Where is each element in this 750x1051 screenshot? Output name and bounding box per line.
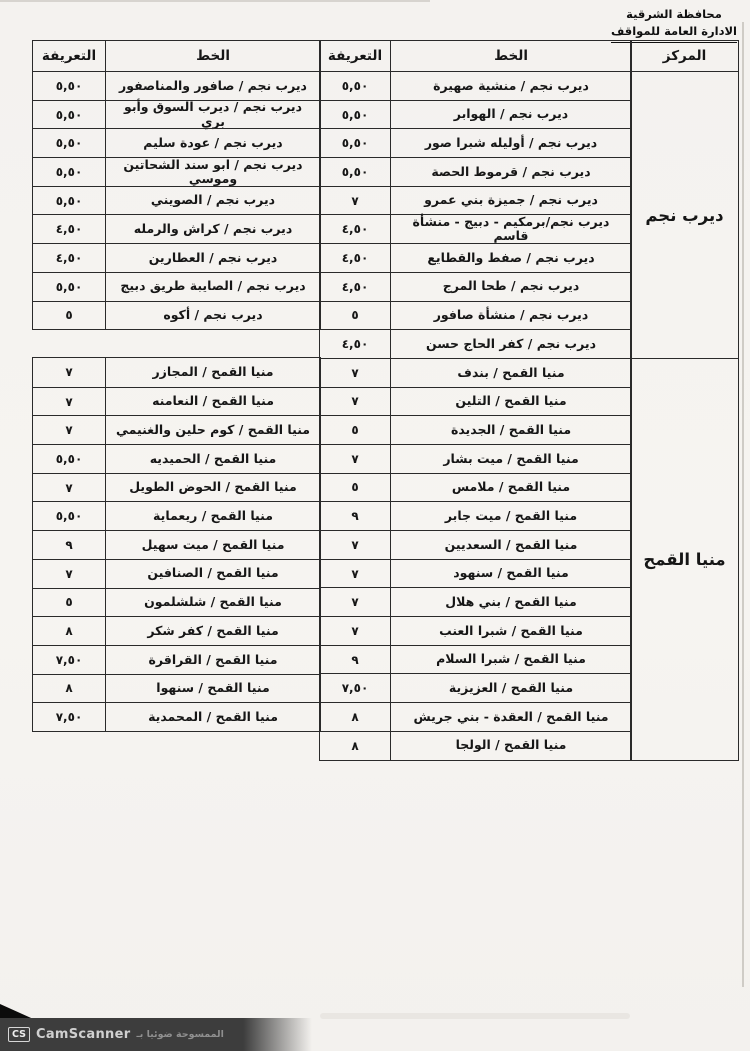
line-cell: ديرب نجم / كراش والرمله xyxy=(105,214,320,243)
tariff-cell: ٥,٥٠ xyxy=(33,501,105,530)
center-column-header: المركز xyxy=(662,48,707,64)
line-cell: منيا القمح / العزيزية xyxy=(390,673,631,702)
tariff-cell: ٧ xyxy=(65,365,73,380)
line-cell: ديرب نجم / صفط والقطايع xyxy=(390,243,631,272)
tariff-cell: ٨ xyxy=(33,616,105,645)
tariff-cell: ٥,٥٠ xyxy=(33,128,105,157)
tariff-cell: ٧,٥٠ xyxy=(320,673,390,702)
tariff-cell: ٩ xyxy=(320,645,390,674)
tariff-cell: ٤,٥٠ xyxy=(33,214,105,243)
line-cell: منيا القمح / المحمدية xyxy=(105,702,320,731)
line-cell: منيا القمح / شبرا السلام xyxy=(390,645,631,674)
line-cell: منيا القمح / الجديدة xyxy=(390,415,631,444)
tariff-cell: ٧,٥٠ xyxy=(33,645,105,674)
tariff-cell: ٧ xyxy=(320,358,390,387)
tariff-cell: ٥,٥٠ xyxy=(33,100,105,129)
line-cell: منيا القمح / ميت جابر xyxy=(390,501,631,530)
line-cell: منيا القمح / ميت سهيل xyxy=(105,530,320,559)
tariff-cell: ٩ xyxy=(33,530,105,559)
camscanner-logo-icon: CS xyxy=(8,1027,30,1042)
line-cell: ديرب نجم/برمكيم - دبيج - منشأة قاسم xyxy=(390,214,631,243)
line-cell: منيا القمح / ميت بشار xyxy=(390,444,631,473)
line-cell: ديرب نجم / كفر الحاج حسن xyxy=(390,329,631,358)
line-cell: ديرب نجم / أكوه xyxy=(105,301,320,330)
fares-table-right-pair xyxy=(319,40,632,761)
tariff-column-header: التعريفة xyxy=(41,48,97,64)
tariff-cell: ٧ xyxy=(320,559,390,588)
line-column-header: الخط xyxy=(105,41,320,71)
center-cell-section-2: منيا القمح xyxy=(631,358,738,760)
tariff-cell: ٤,٥٠ xyxy=(33,243,105,272)
tariff-cell: ٥,٥٠ xyxy=(33,272,105,301)
tariff-cell: ٧,٥٠ xyxy=(33,702,105,731)
line-cell: ديرب نجم / عودة سليم xyxy=(105,128,320,157)
tariff-cell: ٧ xyxy=(320,186,390,215)
tariff-cell: ٥,٥٠ xyxy=(320,100,390,129)
line-cell: ديرب نجم / صافور والمناصفور xyxy=(105,71,320,100)
line-cell: منيا القمح / شلشلمون xyxy=(105,588,320,617)
tariff-cell: ٥ xyxy=(320,415,390,444)
tariff-cell: ٧ xyxy=(320,587,390,616)
line-cell: ديرب نجم / منشأة صافور xyxy=(390,301,631,330)
document-header xyxy=(611,6,737,43)
tariff-cell: ٧ xyxy=(33,559,105,588)
line-cell: ديرب نجم / أوليله شبرا صور xyxy=(390,128,631,157)
line-cell: منيا القمح / الولجا xyxy=(390,731,631,760)
tariff-cell: ٥,٥٠ xyxy=(320,71,390,100)
tariff-cell: ٤,٥٠ xyxy=(320,272,390,301)
line-cell: منيا القمح / كوم حلين والغنيمي xyxy=(105,415,320,444)
line-cell: منيا القمح / سنهود xyxy=(390,559,631,588)
line-column-header: الخط xyxy=(390,41,631,71)
line-cell: منيا القمح / القراقرة xyxy=(105,645,320,674)
tariff-cell: ٧ xyxy=(33,473,105,502)
tariff-cell: ٥ xyxy=(33,588,105,617)
tariff-cell: ٧ xyxy=(33,387,105,416)
tariff-cell: ٥,٥٠ xyxy=(33,157,105,186)
tariff-cell: ٧ xyxy=(33,415,105,444)
line-cell: ديرب نجم / جميزة بني عمرو xyxy=(390,186,631,215)
center-cell-section-1: ديرب نجم xyxy=(631,71,738,358)
tariff-cell: ٥,٥٠ xyxy=(33,186,105,215)
line-cell: منيا القمح / الصنافين xyxy=(105,559,320,588)
fares-table-left-pair-section-2 xyxy=(32,357,321,732)
tariff-cell: ٥ xyxy=(33,301,105,330)
camscanner-watermark-bar xyxy=(0,1018,312,1051)
line-cell: ديرب نجم / الهوابر xyxy=(390,100,631,129)
tariff-cell: ٤,٥٠ xyxy=(320,329,390,358)
line-cell: ديرب نجم / ابو سند الشحاتين وموسي xyxy=(105,157,320,186)
line-cell: منيا القمح / بني هلال xyxy=(390,587,631,616)
line-cell: منيا القمح / ريعماية xyxy=(105,501,320,530)
line-cell: منيا القمح / ملامس xyxy=(390,473,631,502)
camscanner-brand-text: CamScanner xyxy=(36,1027,131,1042)
line-cell: منيا القمح / العقدة - بني جريش xyxy=(390,702,631,731)
fares-table-left-pair-section-1 xyxy=(32,40,321,330)
scan-top-edge-artifact xyxy=(0,0,430,2)
line-cell: منيا القمح / الحميديه xyxy=(105,444,320,473)
tariff-cell: ٥,٥٠ xyxy=(320,157,390,186)
line-cell: منيا القمح / التلين xyxy=(390,387,631,416)
tariff-cell: ٥ xyxy=(320,473,390,502)
line-cell: ديرب نجم / الصايبة طريق دبيج xyxy=(105,272,320,301)
tariff-cell: ٨ xyxy=(320,731,390,760)
line-cell: منيا القمح / الحوض الطويل xyxy=(105,473,320,502)
scanned-with-text: الممسوحة ضوئيا بـ xyxy=(136,1029,224,1040)
line-cell: ديرب نجم / ديرب السوق وأبو بري xyxy=(105,100,320,129)
line-cell: منيا القمح / كفر شكر xyxy=(105,616,320,645)
line-cell: ديرب نجم / الصويني xyxy=(105,186,320,215)
tariff-cell: ٨ xyxy=(320,702,390,731)
line-cell: منيا القمح / سنهوا xyxy=(105,674,320,703)
line-cell: ديرب نجم / العطارين xyxy=(105,243,320,272)
scan-smudge-artifact xyxy=(320,1013,630,1019)
tariff-cell: ٧ xyxy=(320,530,390,559)
fares-table-center-column xyxy=(630,40,739,761)
administration-title: الادارة العامة للمواقف xyxy=(611,23,737,42)
scan-right-edge-artifact xyxy=(742,22,744,987)
governorate-title: محافظة الشرقية xyxy=(626,7,722,21)
line-cell: منيا القمح / بندف xyxy=(390,358,631,387)
line-cell: منيا القمح / السعديين xyxy=(390,530,631,559)
tariff-cell: ٥,٥٠ xyxy=(33,444,105,473)
tariff-cell: ٤,٥٠ xyxy=(320,243,390,272)
tariff-cell: ٩ xyxy=(320,501,390,530)
line-cell: ديرب نجم / قرموط الحصة xyxy=(390,157,631,186)
tariff-cell: ٧ xyxy=(320,444,390,473)
line-cell: ديرب نجم / منشية صهيرة xyxy=(390,71,631,100)
tariff-cell: ٤,٥٠ xyxy=(320,214,390,243)
tariff-cell: ٧ xyxy=(320,616,390,645)
line-cell: ديرب نجم / طحا المرج xyxy=(390,272,631,301)
tariff-cell: ٥,٥٠ xyxy=(320,128,390,157)
tariff-column-header: التعريفة xyxy=(327,48,383,64)
line-cell: منيا القمح / النعامنه xyxy=(105,387,320,416)
tariff-cell: ٨ xyxy=(33,674,105,703)
tariff-cell: ٥ xyxy=(320,301,390,330)
line-cell: منيا القمح / شبرا العنب xyxy=(390,616,631,645)
tariff-cell: ٥,٥٠ xyxy=(33,71,105,100)
line-cell: منيا القمح / المجازر xyxy=(105,358,320,387)
tariff-cell: ٧ xyxy=(320,387,390,416)
